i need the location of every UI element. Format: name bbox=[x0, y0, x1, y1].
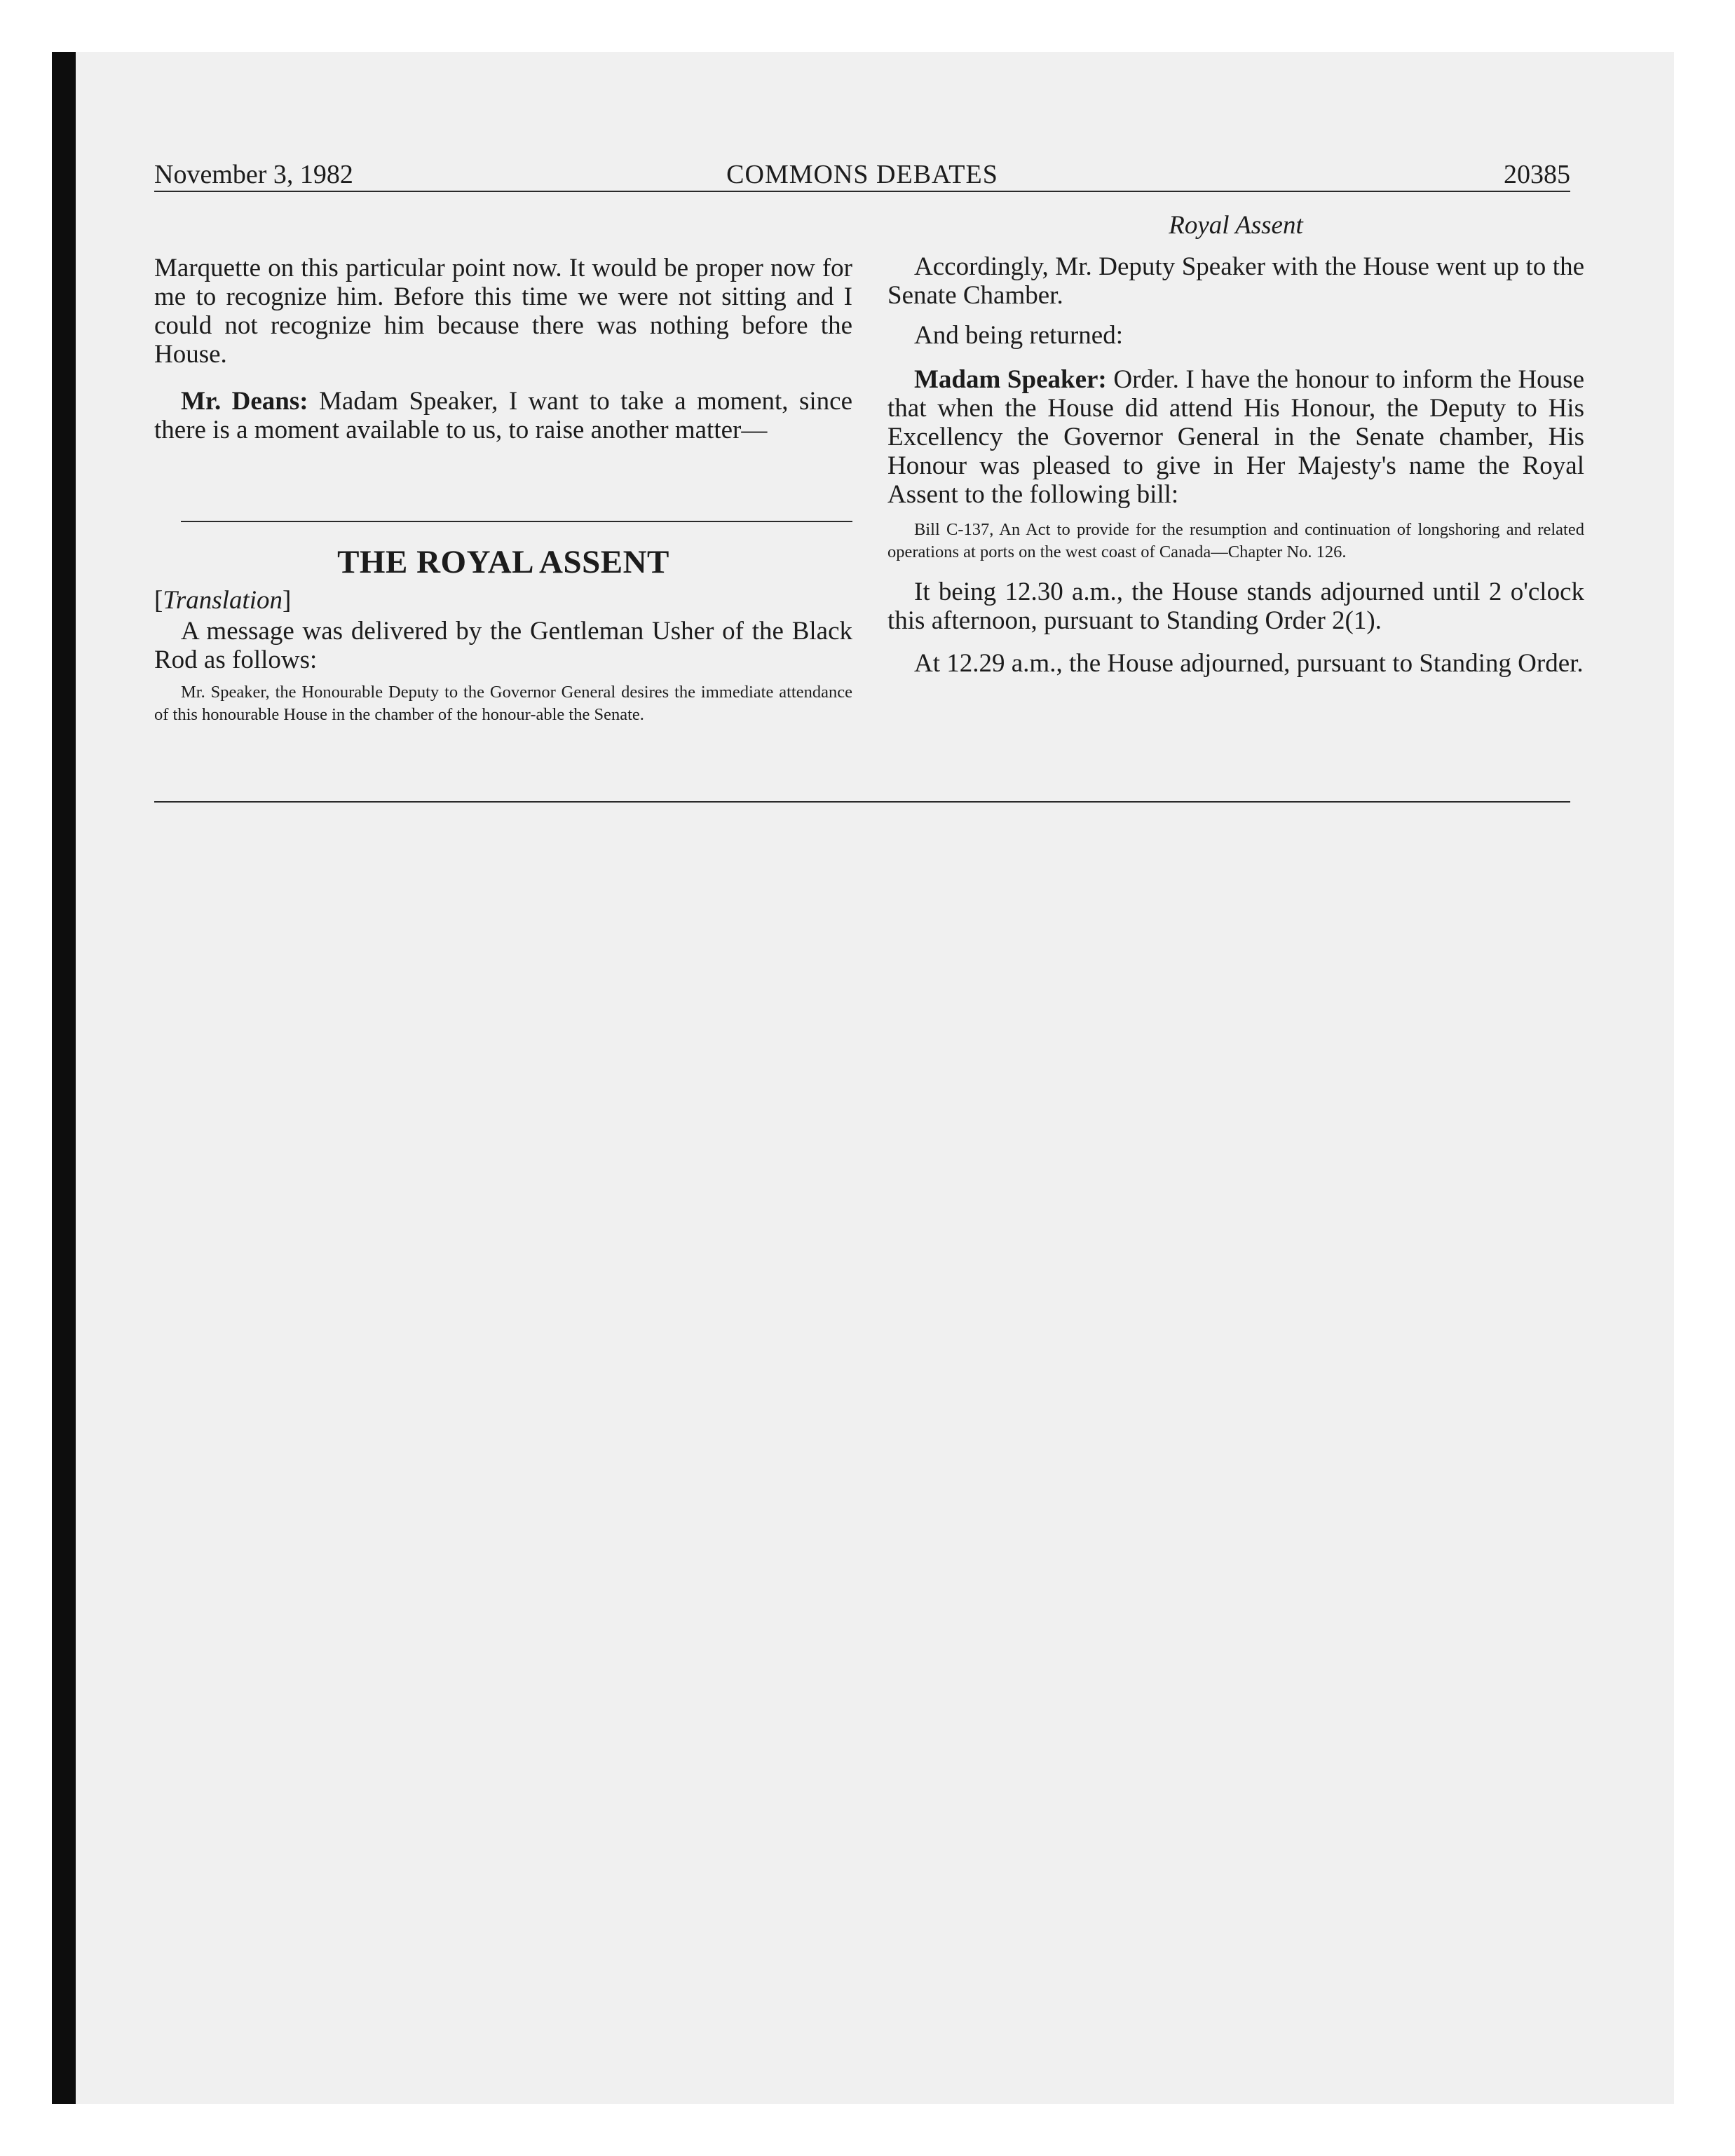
deans-text: Madam Speaker, I want to take a moment, since there is a moment available to us, to raise another matter— bbox=[154, 387, 853, 444]
page-header bbox=[154, 158, 1570, 193]
binding-edge-shadow bbox=[52, 52, 76, 2104]
continued-paragraph: Marquette on this particular point now. It would be proper now for me to recognize him. Before this time we were not sitting and I could not recognize him because there was nothing before the House. bbox=[154, 254, 852, 369]
adjournment-notice: It being 12.30 a.m., the House stands adjourned until 2 o'clock this afternoon, pursuant to Standing Order 2(1). bbox=[887, 578, 1584, 635]
right-column bbox=[887, 210, 1584, 678]
translation-note bbox=[154, 586, 852, 615]
translation-bracket-close: ] bbox=[283, 586, 292, 615]
header-rule bbox=[154, 191, 1570, 192]
left-column bbox=[154, 210, 852, 726]
section-divider-rule bbox=[181, 521, 852, 522]
header-date: November 3, 1982 bbox=[154, 160, 353, 189]
accordingly-paragraph: Accordingly, Mr. Deputy Speaker with the House went up to the Senate Chamber. bbox=[887, 252, 1584, 310]
adjourned-paragraph: At 12.29 a.m., the House adjourned, pursuant to Standing Order. bbox=[914, 649, 1584, 678]
translation-label: Translation bbox=[163, 586, 283, 615]
message-quote: Mr. Speaker, the Honourable Deputy to the Governor General desires the immediate attendance of this honourable House in the chamber of the honour-able the Senate. bbox=[154, 683, 852, 724]
translation-bracket-open: [ bbox=[154, 586, 163, 615]
message-paragraph: A message was delivered by the Gentleman Usher of the Black Rod as follows: bbox=[154, 617, 852, 674]
header-page-number: 20385 bbox=[1504, 160, 1570, 189]
speaker-name-madam: Madam Speaker: bbox=[914, 365, 1107, 394]
deans-paragraph bbox=[154, 387, 852, 444]
bottom-rule bbox=[154, 801, 1570, 803]
bill-text: Bill C-137, An Act to provide for the resumption and continuation of longshoring and related operations at ports on the west coast of Canada—Chapter No. 126. bbox=[887, 520, 1584, 561]
header-publication: COMMONS DEBATES bbox=[726, 160, 998, 189]
madam-speaker-paragraph bbox=[887, 365, 1584, 509]
running-head: Royal Assent bbox=[1169, 211, 1303, 240]
section-heading: THE ROYAL ASSENT bbox=[337, 544, 669, 580]
speaker-name-deans: Mr. Deans: bbox=[181, 387, 308, 416]
madam-speaker-text: Order. I have the honour to inform the House that when the House did attend His Honour, the Deputy to His Excellency the Governor General in the Senate chamber, His Honour was pleased to give in Her Majesty's name the Royal Assent to the following bill: bbox=[887, 365, 1584, 509]
returned-paragraph: And being returned: bbox=[914, 321, 1123, 350]
